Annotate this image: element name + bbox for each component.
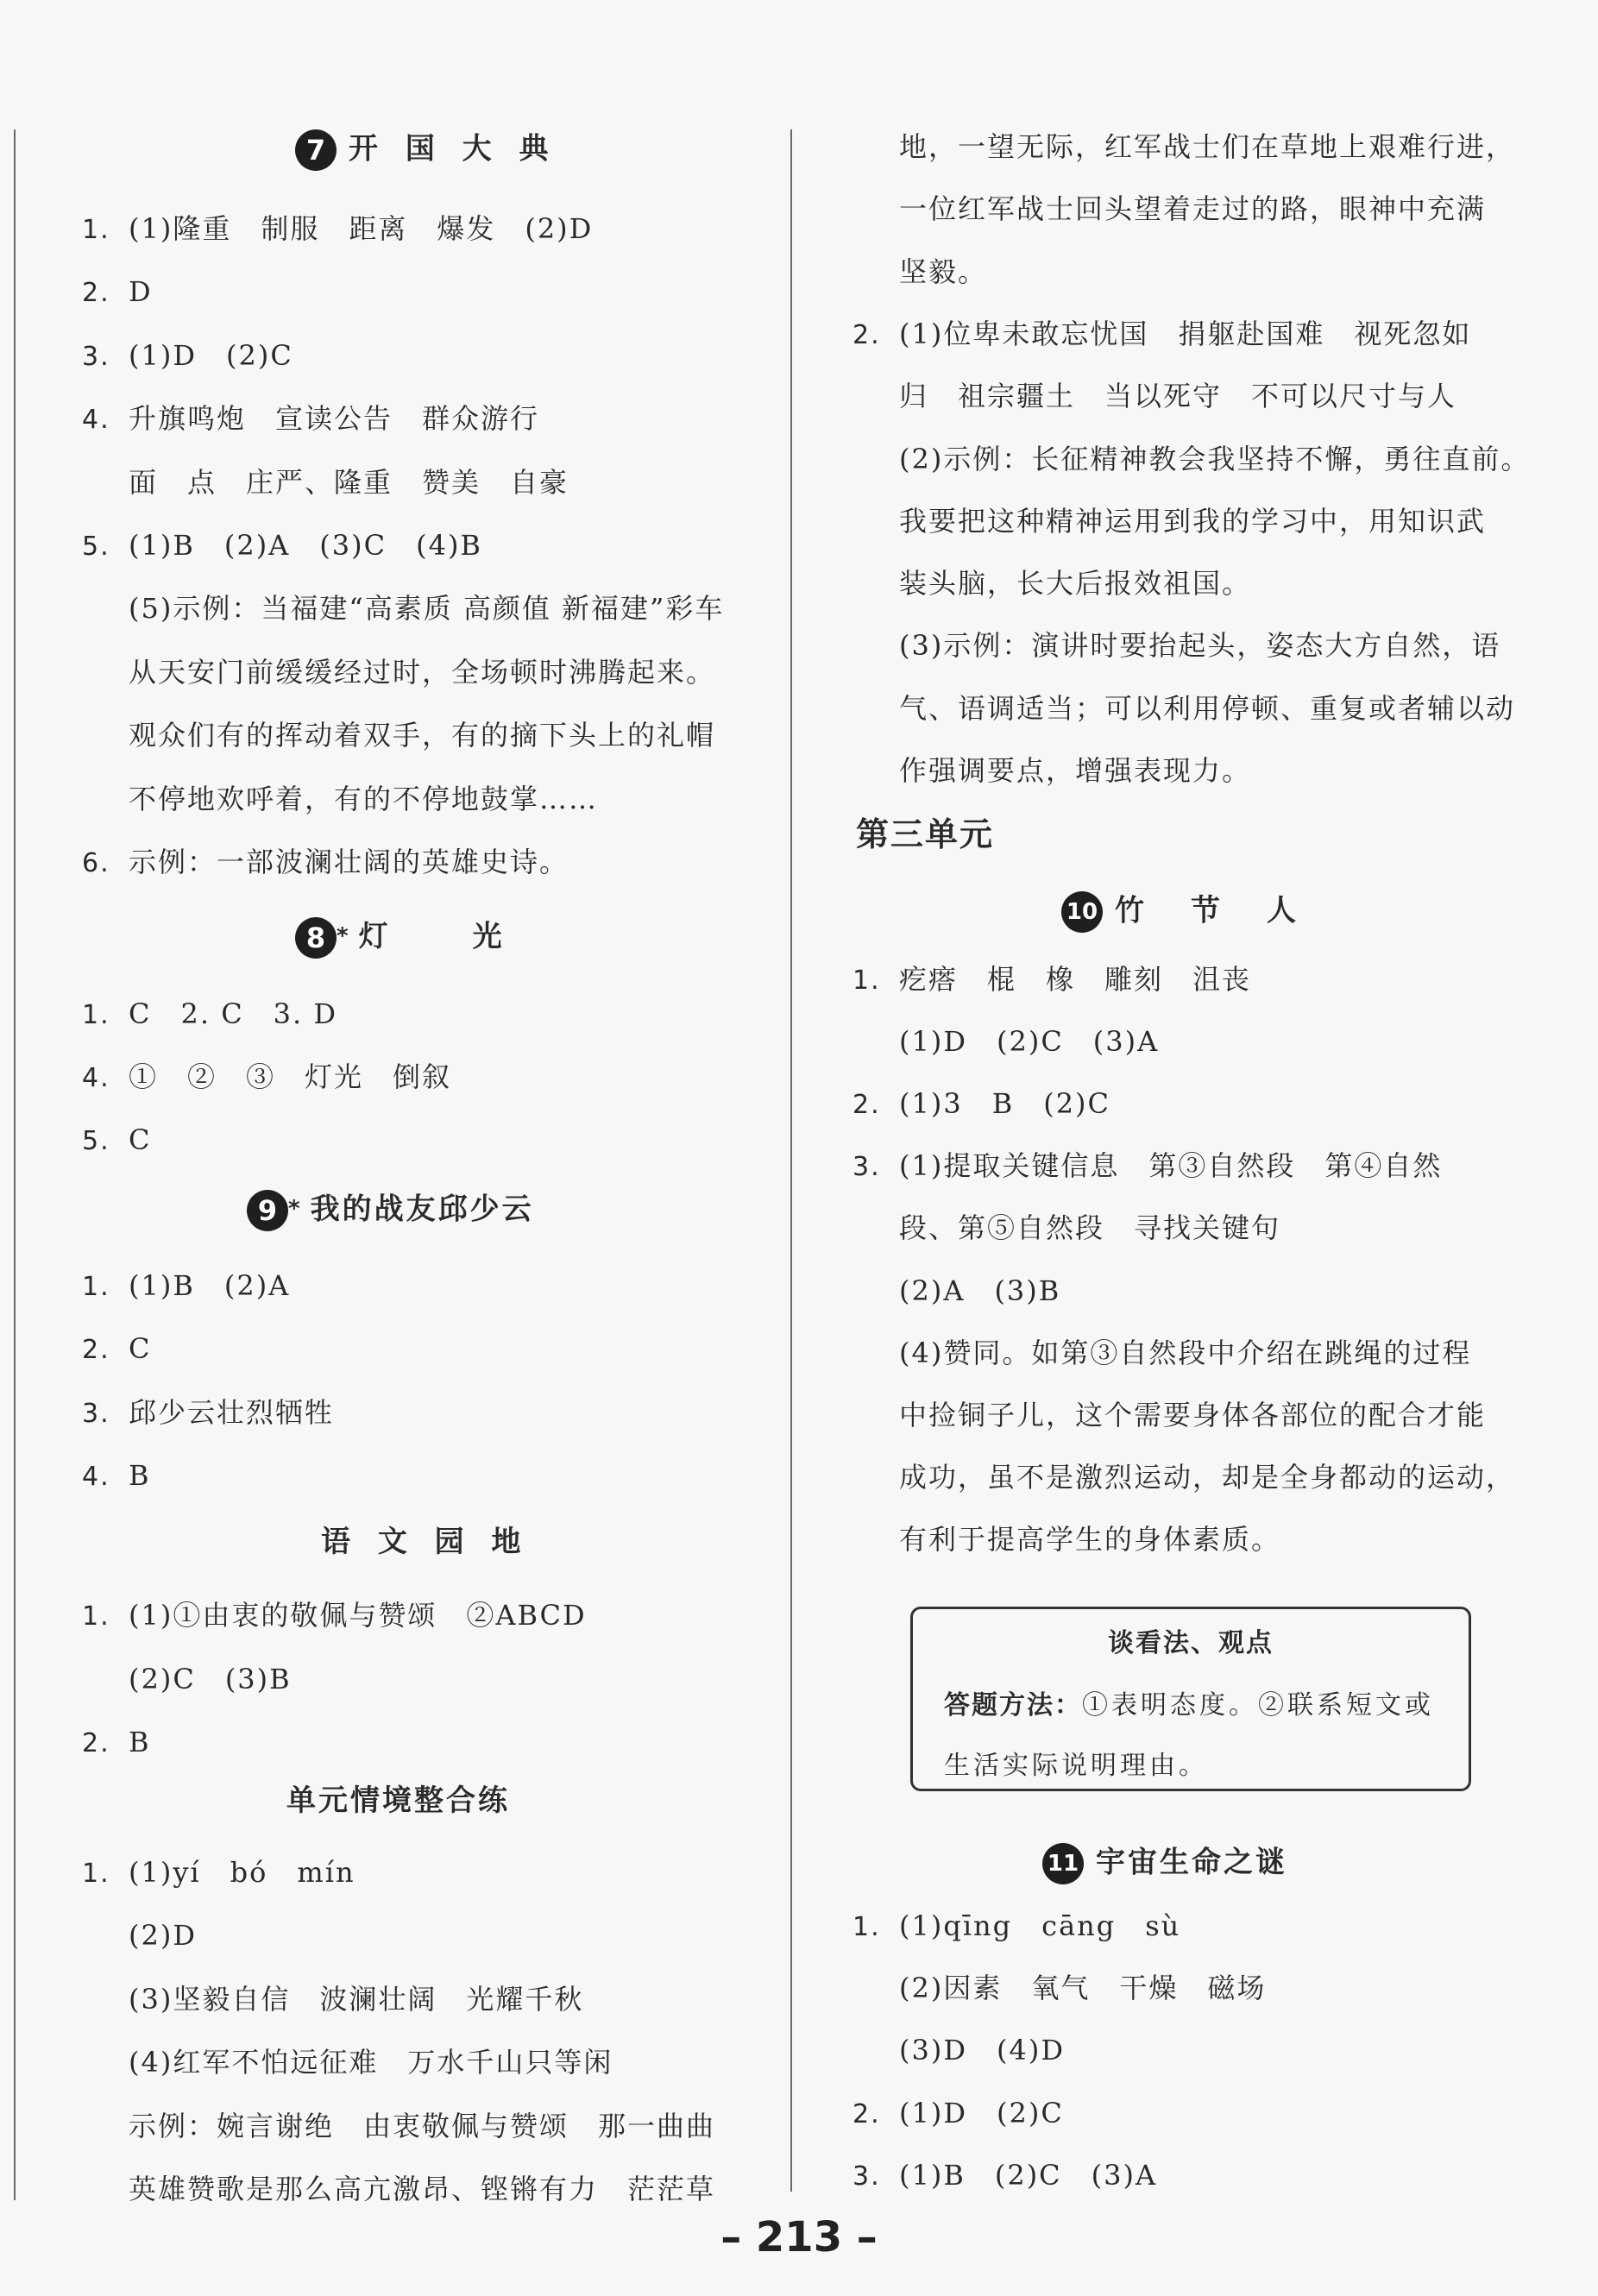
answer-text: C bbox=[129, 1123, 152, 1156]
answer-line bbox=[852, 566, 1251, 601]
question-number: 2. bbox=[82, 1728, 110, 1758]
answer-line bbox=[82, 528, 482, 564]
answer-text: 不停地欢呼着，有的不停地鼓掌…… bbox=[129, 783, 599, 815]
question-number: 1. bbox=[852, 966, 881, 996]
lesson-8-heading bbox=[295, 917, 511, 959]
answer-text: B bbox=[129, 1726, 151, 1758]
lesson-title: 开 国 大 典 bbox=[349, 131, 557, 167]
question-number: 2. bbox=[82, 1335, 110, 1365]
question-number: 1. bbox=[82, 1601, 110, 1632]
answer-line bbox=[82, 1598, 587, 1634]
answer-line bbox=[82, 1458, 151, 1494]
lesson-title: 我的战友邱少云 bbox=[310, 1192, 534, 1227]
question-number: 3. bbox=[852, 2161, 881, 2192]
left-margin-rule bbox=[14, 129, 16, 2200]
lesson-title: 竹 节 人 bbox=[1115, 893, 1305, 928]
answer-text: 段、第⑤自然段 寻找关键句 bbox=[899, 1211, 1281, 1244]
question-number: 2. bbox=[852, 1090, 881, 1120]
answer-text: 一位红军战士回头望着走过的路，眼神中充满 bbox=[899, 192, 1487, 225]
answer-text: (2)示例：长征精神教会我坚持不懈，勇往直前。 bbox=[899, 443, 1531, 475]
lesson-number-badge: 9 bbox=[247, 1190, 288, 1231]
question-number: 5. bbox=[82, 1126, 110, 1156]
answer-text: (1)隆重 制服 距离 爆发 (2)D bbox=[129, 212, 594, 245]
answer-line bbox=[852, 1398, 1486, 1432]
answer-line bbox=[852, 379, 1456, 413]
answer-text: (1)B (2)A bbox=[129, 1269, 291, 1302]
answer-text: 观众们有的挥动着双手，有的摘下头上的礼帽 bbox=[129, 719, 716, 752]
question-number: 1. bbox=[82, 1859, 110, 1889]
answer-text: 英雄赞歌是那么高亢激昂、铿锵有力 茫茫草 bbox=[129, 2173, 716, 2205]
answer-line bbox=[82, 1725, 151, 1761]
answer-text: 气、语调适当；可以利用停顿、重复或者辅以动 bbox=[899, 692, 1516, 725]
question-number: 2. bbox=[82, 278, 110, 308]
question-number: 2. bbox=[852, 320, 881, 350]
answer-text: 地，一望无际，红军战士们在草地上艰难行进， bbox=[899, 130, 1516, 163]
answer-line bbox=[852, 1274, 1060, 1308]
answer-text: 我要把这种精神运用到我的学习中，用知识武 bbox=[899, 505, 1487, 538]
tip-label: 答题方法： bbox=[944, 1690, 1082, 1720]
answer-text: 有利于提高学生的身体素质。 bbox=[899, 1523, 1281, 1556]
unit-3-heading: 第三单元 bbox=[856, 815, 995, 853]
lesson-9-heading bbox=[247, 1190, 534, 1231]
answer-line bbox=[852, 1522, 1280, 1557]
page-number: – 213 – bbox=[720, 2213, 878, 2261]
answer-text: (1)yí bó mín bbox=[129, 1856, 355, 1889]
answer-text: (1)提取关键信息 第③自然段 第④自然 bbox=[899, 1149, 1443, 1182]
optional-star-icon: * bbox=[337, 923, 349, 949]
question-number: 5. bbox=[82, 532, 110, 562]
answer-line bbox=[82, 655, 715, 689]
answer-line bbox=[852, 962, 1251, 998]
lesson-7-heading bbox=[295, 129, 557, 171]
lesson-10-heading bbox=[1061, 891, 1305, 933]
answer-line bbox=[82, 1123, 151, 1159]
answer-line bbox=[852, 1460, 1515, 1494]
answer-line bbox=[852, 1909, 1180, 1945]
answer-line bbox=[82, 1982, 583, 2016]
lesson-number-badge: 10 bbox=[1061, 891, 1103, 933]
answer-line bbox=[82, 1918, 197, 1953]
answer-text: 面 点 庄严、隆重 赞美 自豪 bbox=[129, 466, 569, 499]
answer-line bbox=[852, 255, 987, 289]
answer-text: (1)B (2)A (3)C (4)B bbox=[129, 529, 482, 562]
answer-line bbox=[852, 1024, 1159, 1059]
answer-text: 示例：一部波澜壮阔的英雄史诗。 bbox=[129, 846, 569, 878]
answer-text: 归 祖宗疆土 当以死守 不可以尺寸与人 bbox=[899, 380, 1457, 412]
answer-line bbox=[82, 274, 153, 311]
answer-text: (1)D (2)C bbox=[129, 339, 293, 372]
answer-text: 中捡铜子儿，这个需要身体各部位的配合才能 bbox=[899, 1399, 1487, 1431]
answer-line bbox=[852, 1336, 1471, 1370]
answer-line bbox=[852, 691, 1515, 726]
answer-text: 示例：婉言谢绝 由衷敬佩与赞颂 那一曲曲 bbox=[129, 2110, 716, 2142]
answer-text: (1)qīng cāng sù bbox=[899, 1909, 1181, 1942]
answer-text: (2)A (3)B bbox=[899, 1274, 1061, 1307]
answer-text: 作强调要点，增强表现力。 bbox=[899, 754, 1252, 787]
question-number: 3. bbox=[82, 342, 110, 372]
lesson-11-heading bbox=[1042, 1843, 1287, 1884]
answer-line bbox=[82, 718, 715, 752]
answer-text: (1)D (2)C (3)A bbox=[899, 1025, 1160, 1058]
answer-text: (4)红军不怕远征难 万水千山只等闲 bbox=[129, 2046, 613, 2079]
question-number: 3. bbox=[82, 1399, 110, 1429]
lesson-title: 灯 光 bbox=[358, 919, 511, 954]
answer-tip-box bbox=[910, 1607, 1471, 1791]
answer-text: C bbox=[129, 1332, 152, 1365]
answer-line bbox=[852, 628, 1500, 663]
answer-line bbox=[852, 1086, 1110, 1123]
optional-star-icon: * bbox=[288, 1196, 300, 1222]
answer-line bbox=[852, 2158, 1157, 2194]
answer-line bbox=[82, 401, 539, 437]
lesson-number-badge: 7 bbox=[295, 129, 337, 171]
answer-text: 装头脑，长大后报效祖国。 bbox=[899, 567, 1252, 600]
answer-text: (4)赞同。如第③自然段中介绍在跳绳的过程 bbox=[899, 1337, 1472, 1369]
answer-line bbox=[82, 465, 569, 500]
tip-text-1: ①表明态度。②联系短文或 bbox=[1082, 1690, 1434, 1720]
answer-line bbox=[852, 1148, 1442, 1185]
answer-line bbox=[852, 1971, 1266, 2005]
question-number: 1. bbox=[82, 1272, 110, 1302]
answer-text: C 2. C 3. D bbox=[129, 997, 338, 1030]
answer-line bbox=[82, 997, 337, 1033]
tip-line-1 bbox=[944, 1683, 1434, 1721]
tip-line-2: 生活实际说明理由。 bbox=[944, 1751, 1208, 1781]
answer-text: (3)D (4)D bbox=[899, 2034, 1065, 2066]
question-number: 3. bbox=[852, 1152, 881, 1182]
answer-line bbox=[82, 1060, 451, 1096]
question-number: 1. bbox=[82, 1000, 110, 1030]
question-number: 1. bbox=[82, 215, 110, 245]
answer-line bbox=[82, 591, 724, 626]
answer-line bbox=[852, 192, 1486, 226]
answer-text: (2)C (3)B bbox=[129, 1663, 292, 1695]
answer-line bbox=[82, 1395, 334, 1431]
answer-text: 邱少云壮烈牺牲 bbox=[129, 1396, 335, 1429]
answer-text: (1)①由衷的敬佩与赞颂 ②ABCD bbox=[129, 1599, 587, 1632]
lesson-number-badge: 8 bbox=[295, 917, 337, 959]
answer-text: (1)3 B (2)C bbox=[899, 1087, 1111, 1120]
answer-text: (2)因素 氧气 干燥 磁场 bbox=[899, 1972, 1267, 2004]
answer-text: (1)B (2)C (3)A bbox=[899, 2159, 1158, 2192]
question-number: 2. bbox=[852, 2099, 881, 2129]
answer-line bbox=[852, 129, 1515, 164]
answer-line bbox=[852, 442, 1530, 476]
question-number: 1. bbox=[852, 1912, 881, 1942]
answer-text: (5)示例：当福建“高素质 高颜值 新福建”彩车 bbox=[129, 592, 725, 625]
answer-line bbox=[82, 338, 293, 374]
lesson-title: 宇宙生命之谜 bbox=[1096, 1845, 1287, 1880]
answer-text: 从天安门前缓缓经过时，全场顿时沸腾起来。 bbox=[129, 656, 716, 689]
answer-text: ① ② ③ 灯光 倒叙 bbox=[129, 1060, 452, 1093]
answer-line bbox=[82, 2045, 613, 2079]
answer-text: 疙瘩 棍 橡 雕刻 沮丧 bbox=[899, 963, 1252, 996]
answer-text: (2)D bbox=[129, 1919, 197, 1952]
answer-text: 坚毅。 bbox=[899, 255, 988, 288]
answer-line bbox=[82, 1331, 151, 1368]
answer-line bbox=[82, 1662, 292, 1696]
question-number: 4. bbox=[82, 1063, 110, 1093]
answer-text: (3)示例：演讲时要抬起头，姿态大方自然，语 bbox=[899, 629, 1501, 662]
answer-line bbox=[852, 504, 1486, 538]
answer-line bbox=[82, 211, 593, 248]
unit-practice-heading: 单元情境整合练 bbox=[286, 1783, 510, 1818]
answer-line bbox=[852, 2096, 1064, 2132]
question-number: 6. bbox=[82, 848, 110, 878]
answer-line bbox=[852, 753, 1251, 788]
answer-text: (1)D (2)C bbox=[899, 2097, 1064, 2129]
answer-line bbox=[82, 845, 569, 881]
answer-text: (1)位卑未敢忘忧国 捐躯赴国难 视死忽如 bbox=[899, 318, 1472, 350]
answer-text: 升旗鸣炮 宣读公告 群众游行 bbox=[129, 402, 540, 435]
column-divider bbox=[790, 129, 792, 2192]
answer-line bbox=[82, 1268, 290, 1305]
answer-text: B bbox=[129, 1459, 151, 1492]
answer-line bbox=[82, 782, 598, 816]
tip-title: 谈看法、观点 bbox=[1108, 1628, 1274, 1658]
answer-text: (3)坚毅自信 波澜壮阔 光耀千秋 bbox=[129, 1983, 584, 2016]
answer-line bbox=[82, 1855, 355, 1891]
question-number: 4. bbox=[82, 1462, 110, 1492]
answer-line bbox=[82, 2109, 715, 2143]
answer-text: 成功，虽不是激烈运动，却是全身都动的运动， bbox=[899, 1461, 1516, 1494]
answer-line bbox=[852, 2033, 1065, 2067]
answer-line bbox=[852, 1211, 1280, 1245]
answer-text: D bbox=[129, 275, 153, 308]
answer-line bbox=[82, 2172, 715, 2206]
question-number: 4. bbox=[82, 405, 110, 435]
lesson-number-badge: 11 bbox=[1042, 1843, 1084, 1884]
chinese-garden-heading: 语 文 园 地 bbox=[321, 1525, 530, 1559]
answer-line bbox=[852, 317, 1471, 353]
